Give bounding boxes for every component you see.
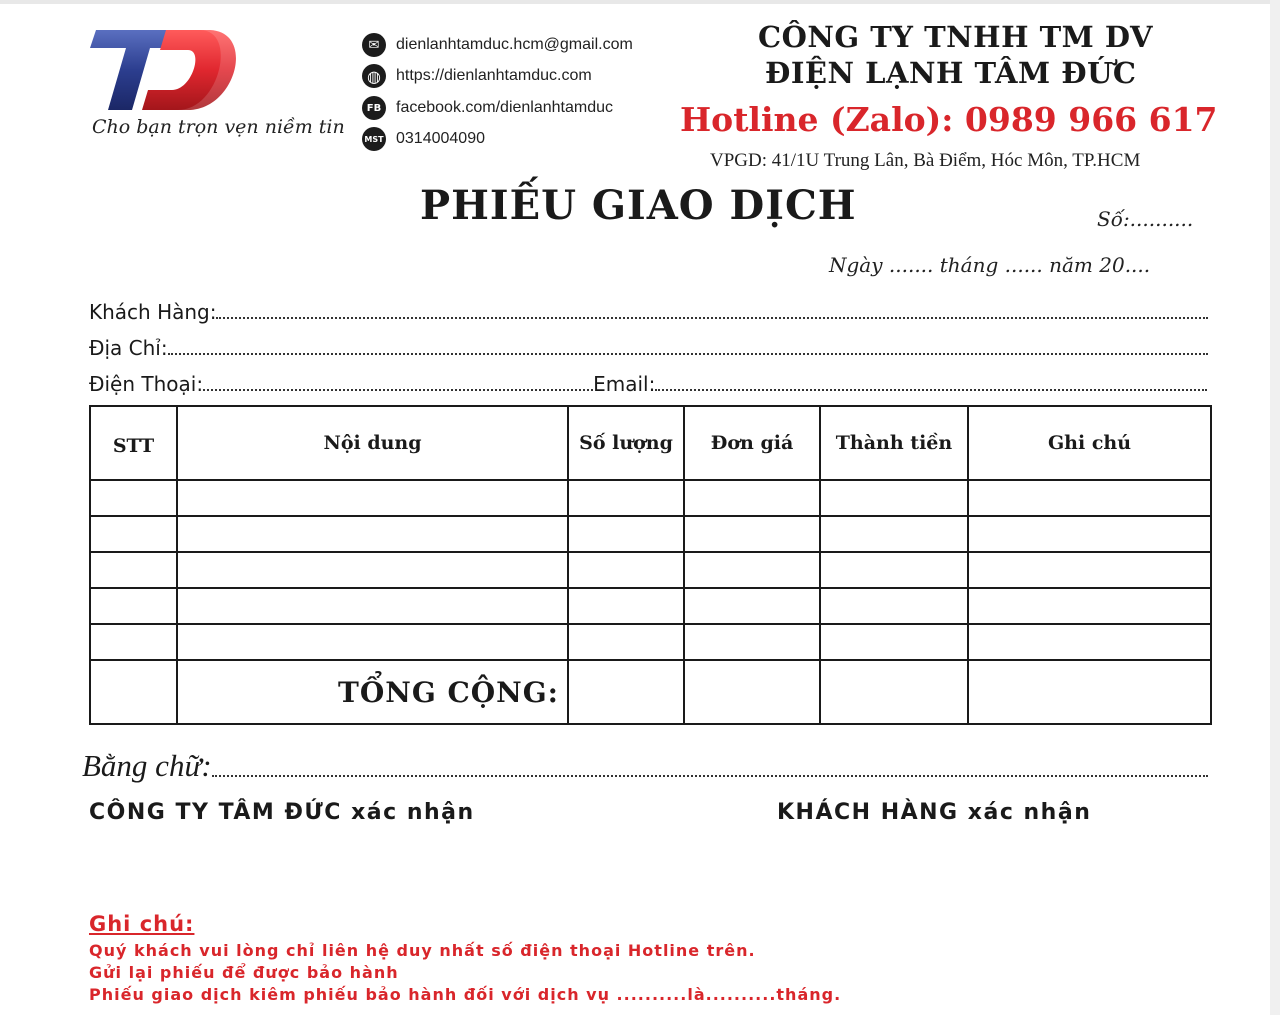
company-confirm-name: CÔNG TY TÂM ĐỨC bbox=[89, 800, 342, 825]
table-cell[interactable] bbox=[684, 552, 820, 588]
contact-website-text: https://dienlanhtamduc.com bbox=[396, 67, 592, 84]
customer-dotline bbox=[216, 317, 1208, 319]
table-cell[interactable] bbox=[90, 516, 177, 552]
contact-website bbox=[362, 64, 592, 88]
table-cell[interactable] bbox=[177, 588, 568, 624]
header-unit-price: Đơn giá bbox=[684, 406, 820, 480]
table-cell[interactable] bbox=[968, 588, 1211, 624]
note-line-1: Quý khách vui lòng chỉ liên hệ duy nhất số điện thoại Hotline trên. bbox=[89, 941, 756, 960]
total-quantity-cell[interactable] bbox=[568, 660, 684, 724]
note-line-3: Phiếu giao dịch kiêm phiếu bảo hành đối với dịch vụ ..........là..........tháng. bbox=[89, 985, 842, 1004]
table-cell[interactable] bbox=[90, 552, 177, 588]
address-field bbox=[89, 336, 1210, 360]
customer-confirm-suffix: xác nhận bbox=[958, 800, 1092, 825]
phone-email-field bbox=[89, 372, 1207, 396]
customer-field bbox=[89, 300, 1210, 324]
total-note-cell[interactable] bbox=[968, 660, 1211, 724]
in-words-field bbox=[82, 748, 1208, 784]
table-row bbox=[90, 624, 1211, 660]
table-cell[interactable] bbox=[820, 516, 968, 552]
table-cell[interactable] bbox=[684, 480, 820, 516]
table-cell[interactable] bbox=[177, 552, 568, 588]
globe-icon: ◍ bbox=[362, 64, 386, 88]
address-dotline bbox=[168, 353, 1208, 355]
table-cell[interactable] bbox=[968, 552, 1211, 588]
contact-tax-id-text: 0314004090 bbox=[396, 130, 485, 147]
total-empty-cell bbox=[90, 660, 177, 724]
email-icon: ✉ bbox=[362, 33, 386, 57]
contact-facebook-text: facebook.com/dienlanhtamduc bbox=[396, 99, 614, 116]
hotline: Hotline (Zalo): 0989 966 617 bbox=[680, 100, 1218, 139]
note-line-2: Gửi lại phiếu để được bảo hành bbox=[89, 963, 399, 982]
phone-label: Điện Thoại: bbox=[89, 372, 204, 396]
right-edge bbox=[1270, 0, 1280, 1015]
company-confirmation bbox=[89, 800, 475, 825]
in-words-label: Bằng chữ: bbox=[82, 748, 212, 783]
phone-dotline bbox=[203, 389, 593, 391]
table-cell[interactable] bbox=[684, 516, 820, 552]
table-cell[interactable] bbox=[90, 588, 177, 624]
company-name-line1: CÔNG TY TNHH TM DV bbox=[758, 20, 1153, 54]
contact-email-text: dienlanhtamduc.hcm@gmail.com bbox=[396, 36, 633, 53]
table-cell[interactable] bbox=[820, 588, 968, 624]
table-cell[interactable] bbox=[177, 480, 568, 516]
table-header-row bbox=[90, 406, 1211, 480]
total-row bbox=[90, 660, 1211, 724]
company-name-line2: ĐIỆN LẠNH TÂM ĐỨC bbox=[765, 56, 1137, 90]
total-unit-price-cell[interactable] bbox=[684, 660, 820, 724]
table-cell[interactable] bbox=[90, 480, 177, 516]
header-quantity: Số lượng bbox=[568, 406, 684, 480]
in-words-dotline bbox=[212, 775, 1208, 777]
contact-email bbox=[362, 33, 633, 57]
table-cell[interactable] bbox=[177, 516, 568, 552]
header-stt: STT bbox=[90, 406, 177, 480]
table-cell[interactable] bbox=[684, 624, 820, 660]
customer-label: Khách Hàng: bbox=[89, 300, 217, 324]
table-cell[interactable] bbox=[568, 624, 684, 660]
table-cell[interactable] bbox=[820, 552, 968, 588]
header-amount: Thành tiền bbox=[820, 406, 968, 480]
table-cell[interactable] bbox=[568, 516, 684, 552]
document-title: PHIẾU GIAO DỊCH bbox=[420, 182, 857, 229]
contact-facebook bbox=[362, 96, 613, 120]
table-cell[interactable] bbox=[968, 516, 1211, 552]
table-cell[interactable] bbox=[90, 624, 177, 660]
contact-tax-id bbox=[362, 127, 485, 151]
customer-confirmation bbox=[777, 800, 1091, 825]
table-row bbox=[90, 588, 1211, 624]
tax-id-icon: MST bbox=[362, 127, 386, 151]
table-cell[interactable] bbox=[968, 480, 1211, 516]
table-row bbox=[90, 516, 1211, 552]
document-date: Ngày ....... tháng ...... năm 20.... bbox=[829, 253, 1151, 277]
table-cell[interactable] bbox=[820, 624, 968, 660]
email-dotline bbox=[655, 389, 1207, 391]
table-cell[interactable] bbox=[568, 552, 684, 588]
office-address: VPGD: 41/1U Trung Lân, Bà Điểm, Hóc Môn, TP.HCM bbox=[710, 150, 1141, 171]
facebook-icon: FB bbox=[362, 96, 386, 120]
items-table bbox=[89, 405, 1212, 725]
company-confirm-suffix: xác nhận bbox=[341, 800, 475, 825]
table-cell[interactable] bbox=[177, 624, 568, 660]
total-amount-cell[interactable] bbox=[820, 660, 968, 724]
table-cell[interactable] bbox=[968, 624, 1211, 660]
header-content: Nội dung bbox=[177, 406, 568, 480]
table-cell[interactable] bbox=[568, 588, 684, 624]
email-label: Email: bbox=[593, 372, 656, 396]
note-title: Ghi chú: bbox=[89, 912, 195, 936]
table-cell[interactable] bbox=[568, 480, 684, 516]
address-label: Địa Chỉ: bbox=[89, 336, 168, 360]
document-number: Số:.......... bbox=[1097, 207, 1194, 231]
table-row bbox=[90, 552, 1211, 588]
customer-confirm-name: KHÁCH HÀNG bbox=[777, 800, 959, 825]
table-cell[interactable] bbox=[820, 480, 968, 516]
logo-slogan: Cho bạn trọn vẹn niềm tin bbox=[92, 116, 345, 138]
table-row bbox=[90, 480, 1211, 516]
header-note: Ghi chú bbox=[968, 406, 1211, 480]
table-cell[interactable] bbox=[684, 588, 820, 624]
top-edge bbox=[0, 0, 1280, 4]
total-label: TỔNG CỘNG: bbox=[177, 660, 568, 724]
